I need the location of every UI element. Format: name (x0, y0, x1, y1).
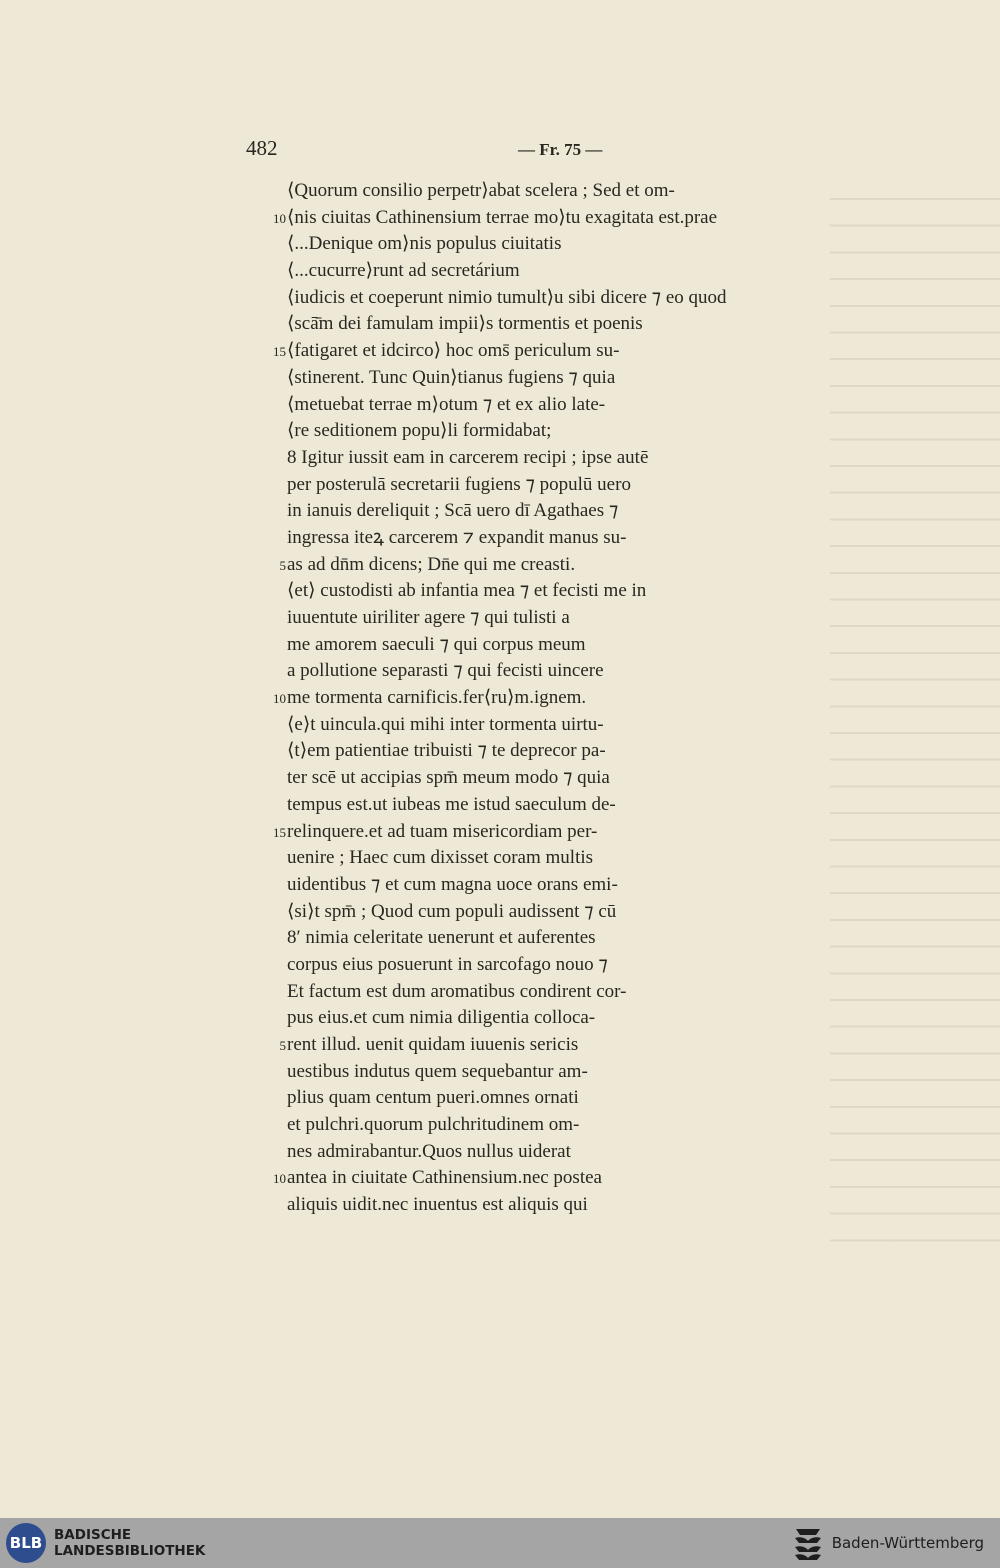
text-line (270, 338, 860, 365)
running-header: — Fr. 75 — (518, 140, 603, 159)
library-name (54, 1527, 205, 1559)
text-line (270, 445, 860, 472)
line-text: uestibus indutus quem sequebantur am- (287, 1060, 588, 1082)
text-line (270, 1192, 860, 1219)
line-text: ⟨fatigaret et idcirco⟩ hoc oms̄ periculum su- (287, 340, 620, 362)
text-line (270, 605, 860, 632)
text-line (270, 472, 860, 499)
line-text: aliquis uidit.nec inuentus est aliquis qui (287, 1194, 588, 1216)
line-number: 15 (273, 344, 286, 360)
line-text: ter scē ut accipias spm̄ meum modo ⁊ quia (287, 767, 610, 789)
line-number: 10 (273, 691, 286, 707)
text-line (270, 258, 860, 285)
line-text: iuuentute uiriliter agere ⁊ qui tulisti a (287, 607, 570, 628)
text-line (270, 1112, 860, 1139)
line-text: plius quam centum pueri.omnes ornati (287, 1087, 579, 1109)
blb-logo[interactable] (6, 1523, 205, 1563)
text-line (270, 819, 860, 846)
text-line (270, 578, 860, 605)
line-text: a pollutione separasti ⁊ qui fecisti uincere (287, 660, 604, 682)
text-line (270, 231, 860, 258)
line-text: ⟨metuebat terrae m⟩otum ⁊ et ex alio late- (287, 393, 606, 415)
text-line (270, 285, 860, 312)
lions-crest-icon (792, 1525, 824, 1561)
line-text: relinquere.et ad tuam misericordiam per- (287, 820, 598, 842)
line-text: in ianuis dereliquit ; Scā uero dī Agathaes ⁊ (287, 500, 619, 522)
line-number: 10 (273, 210, 286, 226)
text-line (270, 205, 860, 232)
line-text: ⟨stinerent. Tunc Quin⟩tianus fugiens ⁊ quia (287, 366, 616, 388)
line-text: ⟨si⟩t spm̄ ; Quod cum populi audissent ⁊ cū (287, 900, 617, 922)
line-text: uidentibus ⁊ et cum magna uoce orans emi- (287, 873, 618, 895)
line-text: nes admirabantur.Quos nullus uiderat (287, 1140, 571, 1162)
line-text: ⟨scā̄m dei famulam impii⟩s tormentis et poenis (287, 313, 643, 335)
text-line (270, 525, 860, 552)
line-text: ⟨Quorum consilio perpetr⟩abat scelera ; Sed et om- (287, 180, 675, 201)
text-line (270, 712, 860, 739)
text-line (270, 498, 860, 525)
library-name-line1: BADISCHE (54, 1527, 132, 1543)
text-line (270, 872, 860, 899)
text-line (270, 685, 860, 712)
line-text: ⟨nis ciuitas Cathinensium terrae mo⟩tu exagitata est.prae (287, 206, 718, 228)
text-line (270, 899, 860, 926)
line-text: as ad dn̄m dicens; Dn̄e qui me creasti. (287, 553, 576, 575)
line-text: 8 Igitur iussit eam in carcerem recipi ; ipse autē (287, 446, 649, 468)
text-line (270, 1165, 860, 1192)
text-line (270, 1005, 860, 1032)
line-text: corpus eius posuerunt in sarcofago nouo ⁊ (287, 953, 608, 975)
line-text: ⟨...cucurre⟩runt ad secretárium (287, 260, 520, 282)
text-line (270, 418, 860, 445)
line-number: 10 (273, 1171, 286, 1187)
line-text: me tormenta carnificis.fer⟨ru⟩m.ignem. (287, 687, 587, 709)
line-text: ⟨re seditionem popu⟩li formidabat; (287, 420, 552, 442)
library-name-line2: LANDESBIBLIOTHEK (54, 1543, 206, 1559)
line-text: ⟨...Denique om⟩nis populus ciuitatis (287, 233, 562, 255)
line-text: ⟨t⟩em patientiae tribuisti ⁊ te deprecor pa- (287, 740, 606, 762)
page-number: 482 (246, 136, 278, 160)
text-line (270, 952, 860, 979)
line-text: 8′ nimia celeritate uenerunt et auferentes (287, 927, 596, 949)
line-text: me amorem saeculi ⁊ qui corpus meum (287, 633, 586, 655)
text-line (270, 178, 860, 205)
text-line (270, 632, 860, 659)
line-text: per posterulā secretarii fugiens ⁊ populū uero (287, 473, 631, 495)
text-line (270, 738, 860, 765)
line-number: 5 (279, 557, 286, 573)
text-block (270, 178, 860, 1219)
text-line (270, 658, 860, 685)
text-line (270, 1085, 860, 1112)
text-line (270, 1059, 860, 1086)
text-line (270, 392, 860, 419)
line-text: Et factum est dum aromatibus condirent cor- (287, 980, 627, 1002)
text-line (270, 765, 860, 792)
blb-badge-icon: BLB (6, 1523, 46, 1563)
text-line (270, 979, 860, 1006)
text-line (270, 365, 860, 392)
line-text: uenire ; Haec cum dixisset coram multis (287, 847, 594, 869)
line-text: tempus est.ut iubeas me istud saeculum de- (287, 793, 616, 815)
bw-logo[interactable] (792, 1525, 984, 1561)
text-line (270, 1139, 860, 1166)
line-number: 5 (279, 1038, 286, 1053)
line-text: antea in ciuitate Cathinensium.nec postea (287, 1167, 602, 1189)
line-text: pus eius.et cum nimia diligentia colloca- (287, 1007, 596, 1029)
line-text: et pulchri.quorum pulchritudinem om- (287, 1114, 580, 1136)
text-line (270, 845, 860, 872)
text-line (270, 925, 860, 952)
line-text: ⟨et⟩ custodisti ab infantia mea ⁊ et fecisti me in (287, 580, 647, 602)
line-text: ingressa iteꝝ carcerem ⁊ expandit manus su- (287, 526, 627, 548)
text-line (270, 552, 860, 579)
line-text: rent illud. uenit quidam iuuenis sericis (287, 1034, 579, 1055)
line-number: 15 (273, 824, 286, 840)
line-text: ⟨e⟩t uincula.qui mihi inter tormenta uirtu- (287, 713, 604, 735)
text-line (270, 311, 860, 338)
text-line (270, 792, 860, 819)
line-text: ⟨iudicis et coeperunt nimio tumult⟩u sibi dicere ⁊ eo quod (287, 286, 727, 308)
footer-bar (0, 1518, 1000, 1568)
state-name: Baden-Württemberg (831, 1534, 984, 1552)
text-line (270, 1032, 860, 1059)
